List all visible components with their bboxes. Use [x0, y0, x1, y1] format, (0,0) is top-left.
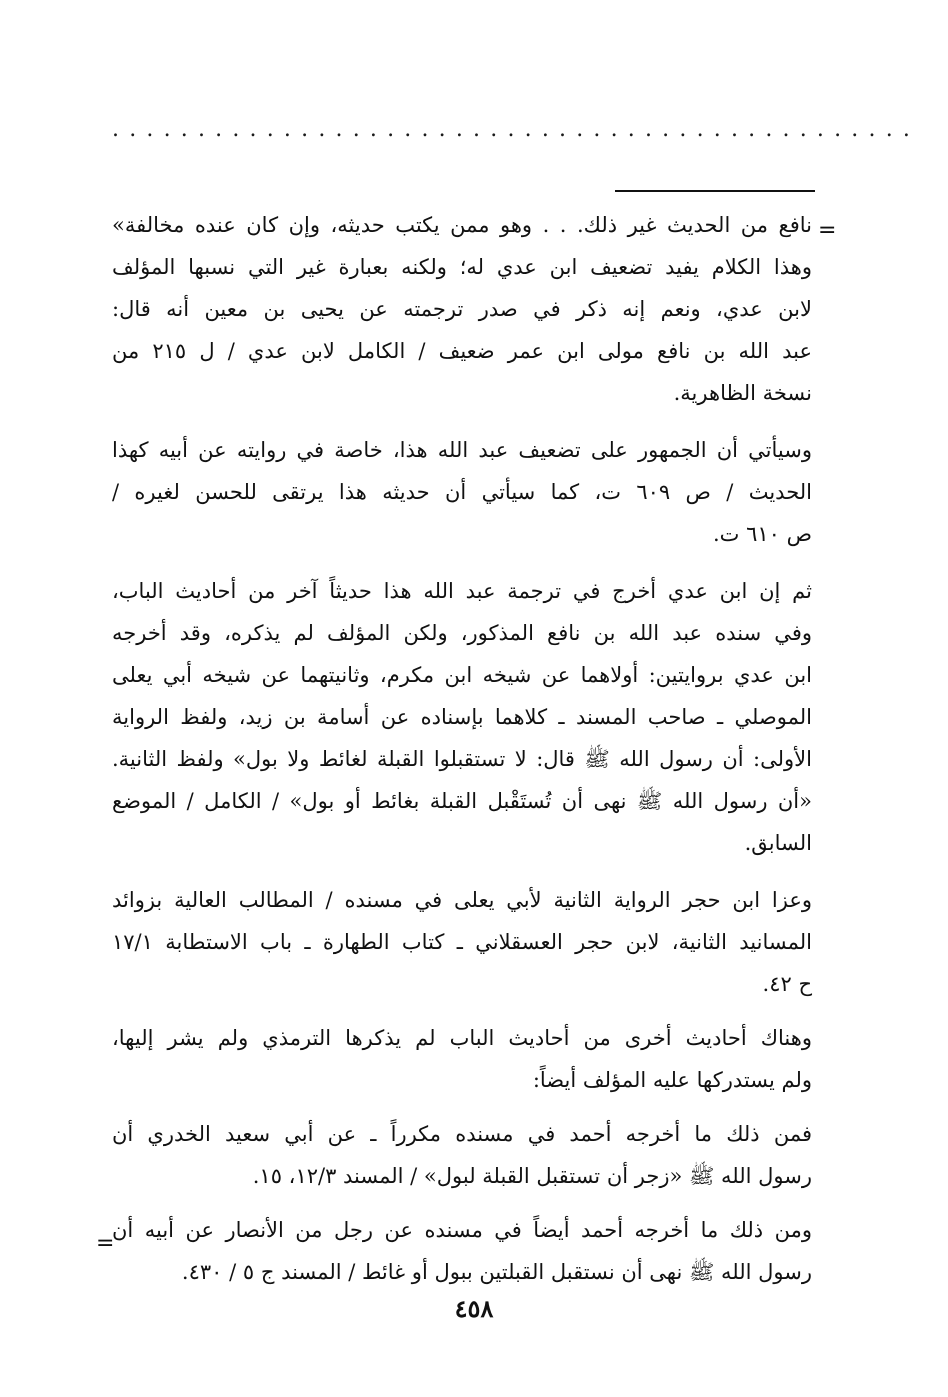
text-line: فمن ذلك ما أخرجه أحمد في مسنده مكرراً ـ عن أبي سعيد الخدري أن: [112, 1122, 812, 1146]
text-line: الحديث / ص ٦٠٩ ت، كما سيأتي أن حديثه هذا يرتقى للحسن لغيره /: [112, 480, 812, 504]
text-line: نافع من الحديث غير ذلك. . . وهو ممن يكتب حديثه، وإن كان عنده مخالفة»: [112, 213, 812, 237]
text-line: ومن ذلك ما أخرجه أحمد أيضاً في مسنده عن رجل من الأنصار عن أبيه أن: [112, 1218, 812, 1242]
paragraph-6: [112, 1113, 812, 1197]
text-line: وعزا ابن حجر الرواية الثانية لأبي يعلى في مسنده / المطالب العالية بزوائد: [112, 888, 812, 912]
paragraph-2: [112, 429, 812, 555]
text-line: «أن رسول الله ﷺ نهى أن تُستَقْبل القبلة بغائط أو بول» / الكامل / الموضع: [112, 789, 812, 813]
text-line: السابق.: [744, 831, 812, 855]
text-line: ص ٦١٠ ت.: [712, 522, 812, 546]
text-line: وهذا الكلام يفيد تضعيف ابن عدي له؛ ولكنه بعبارة غير التي نسبها المؤلف: [112, 255, 812, 279]
text-line: الموصلي ـ صاحب المسند ـ كلاهما بإسناده عن أسامة بن زيد، ولفظ الرواية: [112, 705, 812, 729]
text-line: ح ٤٢.: [762, 972, 812, 996]
dotted-separator: ...............................................: [112, 117, 921, 142]
text-line: ثم إن ابن عدي أخرج في ترجمة عبد الله هذا حديثاً آخر من أحاديث الباب،: [112, 579, 812, 603]
text-line: رسول الله ﷺ نهى أن نستقبل القبلتين ببول أو غائط / المسند ج ٥ / ٤٣٠.: [181, 1260, 812, 1284]
footnote-rule: [615, 190, 815, 192]
text-line: المسانيد الثانية، لابن حجر العسقلاني ـ كتاب الطهارة ـ باب الاستطابة ١٧/١: [112, 930, 812, 954]
paragraph-3: [112, 570, 812, 864]
continuation-mark-bottom: =: [96, 1231, 115, 1256]
text-line: ابن عدي بروايتين: أولاهما عن شيخه ابن مكرم، وثانيتهما عن شيخه أبي يعلى: [112, 663, 812, 687]
text-line: ولم يستدركها عليه المؤلف أيضاً:: [532, 1068, 812, 1092]
text-line: لابن عدي، ونعم إنه ذكر في صدر ترجمته عن يحيى بن معين أنه قال:: [112, 297, 812, 321]
paragraph-7: [112, 1209, 812, 1293]
text-line: وسيأتي أن الجمهور على تضعيف عبد الله هذا، خاصة في روايته عن أبيه كهذا: [112, 438, 812, 462]
text-line: الأولى: أن رسول الله ﷺ قال: لا تستقبلوا القبلة لغائط ولا بول» ولفظ الثانية.: [112, 747, 812, 771]
paragraph-5: [112, 1017, 812, 1101]
footnote-body: [112, 204, 812, 1293]
continuation-mark-top: =: [818, 218, 837, 243]
text-line: عبد الله بن نافع مولى ابن عمر ضعيف / الكامل لابن عدي / ل ٢١٥ من: [112, 339, 812, 363]
page-number: ٤٥٨: [454, 1294, 494, 1323]
paragraph-4: [112, 879, 812, 1005]
text-line: وفي سنده عبد الله بن نافع المذكور، ولكن المؤلف لم يذكره، وقد أخرجه: [112, 621, 812, 645]
text-line: وهناك أحاديث أخرى من أحاديث الباب لم يذكرها الترمذي ولم يشر إليها،: [112, 1026, 812, 1050]
text-line: نسخة الظاهرية.: [673, 381, 812, 405]
text-line: رسول الله ﷺ «زجر أن تستقبل القبلة لبول» / المسند ١٢/٣، ١٥.: [252, 1164, 812, 1188]
paragraph-1: [112, 204, 812, 414]
